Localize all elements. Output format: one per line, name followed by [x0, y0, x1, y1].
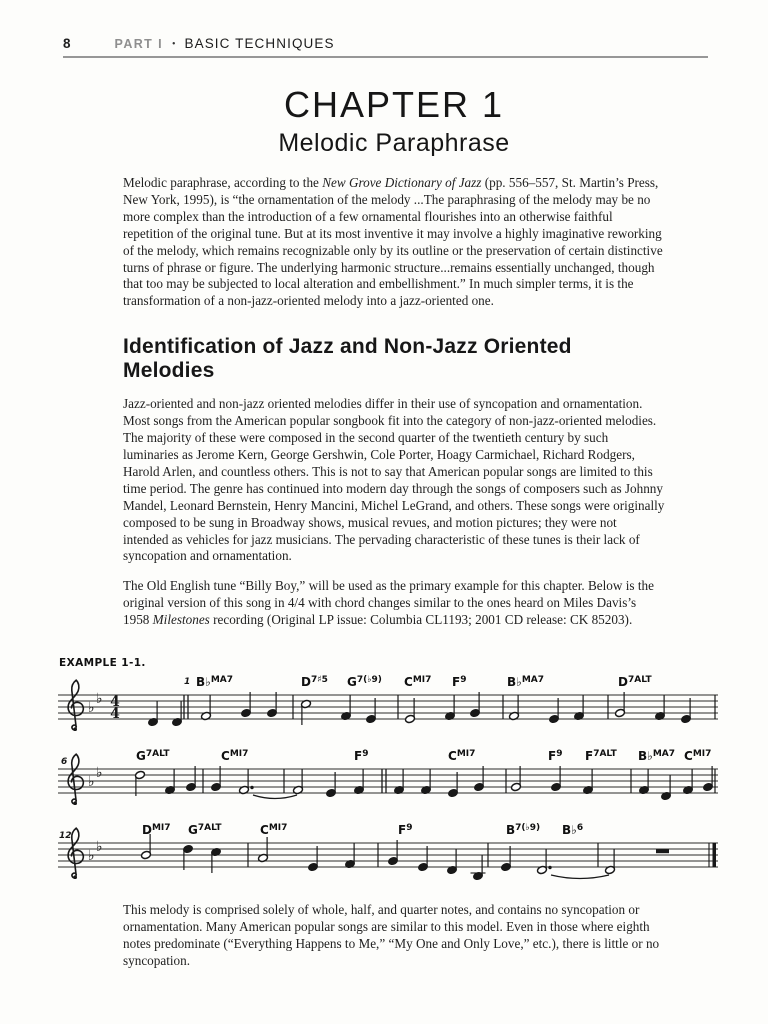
- svg-text:F7ALT: $F^{7ALT}$: [585, 749, 617, 764]
- svg-text:DMI7: $D^{MI7}$: [142, 823, 171, 838]
- svg-text:G7(♭9): $G^{7(♭9)}$: [347, 675, 382, 690]
- svg-text:♭: ♭: [96, 839, 103, 856]
- page-header: [63, 36, 708, 58]
- svg-text:G7ALT: $G^{7ALT}$: [188, 823, 222, 838]
- staff-system-2: [58, 745, 718, 819]
- example-label: EXAMPLE 1-1.: [59, 657, 146, 670]
- svg-text:♭: ♭: [96, 691, 103, 708]
- svg-text:F9: $F^9$: [398, 823, 413, 838]
- paragraph-intro: Melodic paraphrase, according to the New Grove Dictionary of Jazz (pp. 556–557, St. Martin’s Press, New York, 1995), is “the ornamentation of the melody ...The paraphrasing of the melody may be no more complex than the introduction of a few ornamental flourishes into an otherwise faithful repetition of the original tune. But at its most inventive it may involve a highly imaginative reworking of the melody, which remains recognizable only by its outline or the preservation of certain distinctive turns of phrase or figure. The underlying harmonic structure...remains essentially unchanged, though that too may be subjected to local alteration and embellishment.” In much simpler terms, it is the transformation of a non-jazz-oriented melody into a jazz-oriented one.: [123, 175, 663, 309]
- paragraph-billy-boy: The Old English tune “Billy Boy,” will be used as the primary example for this chapter. Below is the original version of this song in 4/4 with chord changes similar to the ones heard on Miles Davis’s 1958 Milestones recording (Original LP issue: Columbia CL1193; 2001 CD release: CK 85203).: [123, 578, 654, 628]
- svg-text:D7♯5: $D^{7♯5}$: [301, 675, 328, 690]
- part-label: PART I: [114, 37, 163, 51]
- svg-text:B♭MA7: B♭$^{MA7}$: [196, 675, 233, 690]
- part-title: BASIC TECHNIQUES: [184, 36, 335, 51]
- svg-text:4: 4: [110, 706, 120, 723]
- svg-text:G7ALT: $G^{7ALT}$: [136, 749, 170, 764]
- svg-text:12: 12: [59, 831, 72, 842]
- svg-text:B♭6: B♭$^6$: [562, 823, 584, 838]
- page-body: [0, 84, 768, 970]
- svg-text:♭: ♭: [96, 765, 103, 782]
- svg-text:F9: $F^9$: [354, 749, 369, 764]
- music-example-1-1: [58, 657, 726, 893]
- svg-text:6: 6: [61, 757, 68, 768]
- bullet-separator-icon: •: [171, 39, 176, 50]
- svg-text:4: 4: [110, 694, 120, 711]
- svg-text:CMI7: $C^{MI7}$: [448, 749, 476, 764]
- svg-text:CMI7: $C^{MI7}$: [260, 823, 288, 838]
- section-heading: Identification of Jazz and Non-Jazz Oriented Melodies: [123, 335, 572, 383]
- svg-text:CMI7: $C^{MI7}$: [684, 749, 712, 764]
- svg-text:CMI7: $C^{MI7}$: [221, 749, 249, 764]
- svg-text:B♭MA7: B♭$^{MA7}$: [638, 749, 675, 764]
- page-number: 8: [63, 36, 71, 51]
- svg-text:F9: $F^9$: [548, 749, 563, 764]
- staff-system-3: [58, 819, 718, 893]
- svg-text:D7ALT: $D^{7ALT}$: [618, 675, 652, 690]
- paragraph-conclusion: This melody is comprised solely of whole, half, and quarter notes, and contains no syncopation or ornamentation. Many American popular songs are similar to this model. Even in those where eighth notes predominate (“Everything Happens to Me,” “My One and Only Love,” etc.), there is little or no syncopation.: [123, 902, 660, 968]
- svg-text:♭: ♭: [88, 700, 95, 717]
- svg-text:B♭MA7: B♭$^{MA7}$: [507, 675, 544, 690]
- chapter-heading: CHAPTER 1: [283, 84, 505, 125]
- svg-text:♭: ♭: [88, 774, 95, 791]
- paragraph-identification: Jazz-oriented and non-jazz oriented melodies differ in their use of syncopation and ornamentation. Most songs from the American popular songbook fit into the category of non-jazz-oriented melodies. The majority of these were composed in the second quarter of the twentieth century by such luminaries as Jerome Kern, George Gershwin, Cole Porter, Hoagy Carmichael, Richard Rodgers, Harold Arlen, and countless others. This is not to say that American popular songs are limited to this time period. The genre has continued into modern day through the songs of composers such as Johnny Mandel, Leonard Bernstein, Henry Mancini, Michel LeGrand, and others. These songs were originally composed to be sung in Broadway shows, musical revues, and motion pictures; they were not intended as vehicles for jazz musicians. The pervading characteristic of these tunes is their lack of syncopation and ornamentation.: [123, 396, 665, 564]
- staff-system-1: [58, 671, 718, 745]
- svg-text:1: 1: [184, 677, 191, 688]
- svg-text:B7(♭9): $B^{7(♭9)}$: [506, 823, 541, 838]
- svg-text:CMI7: $C^{MI7}$: [404, 675, 432, 690]
- chapter-title: Melodic Paraphrase: [278, 129, 510, 157]
- svg-text:F9: $F^9$: [452, 675, 467, 690]
- svg-text:♭: ♭: [88, 848, 95, 865]
